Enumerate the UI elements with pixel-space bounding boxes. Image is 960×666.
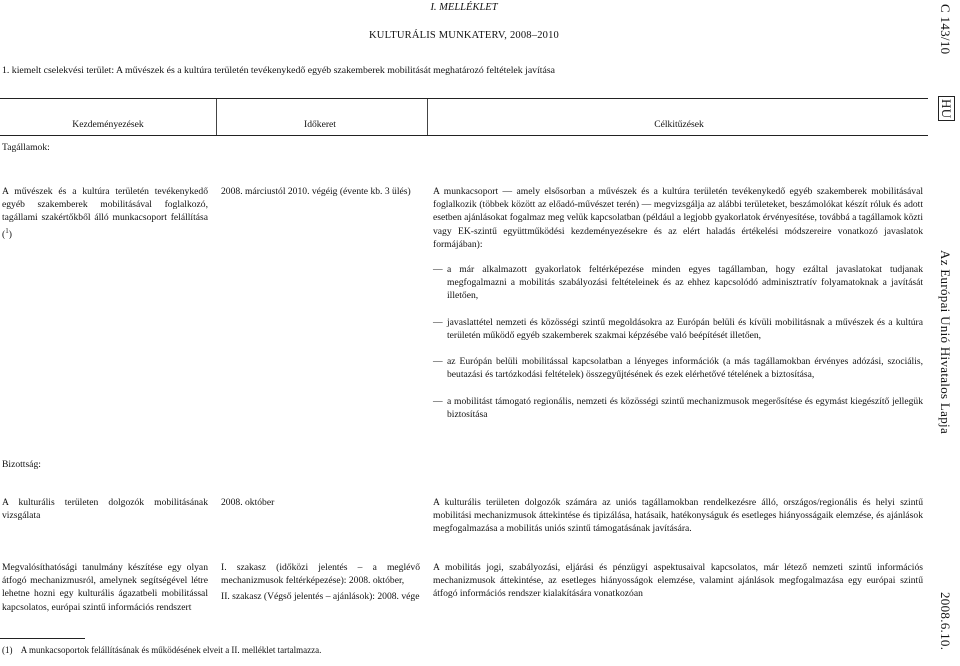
language-code: HU (938, 96, 955, 121)
row2-timing: 2008. október (221, 497, 275, 508)
row3-objective: A mobilitás jogi, szabályozási, eljárási és pénzügyi aspektusaival kapcsolatos, már létező nemzeti szintű információs mechanizmusok áttekintése, az esetleges hiányosságok elemzése, valamint ajánlások megfogalmazása egy európai szintű átfogó információs rendszer kialakítására vonatkozóan (433, 562, 923, 600)
column-header-objectives: Célkitűzések (654, 119, 704, 130)
bullet-dash: — (433, 317, 443, 328)
objective-bullet: — az Európán belüli mobilitással kapcsolatban a lényeges információk (a más tagállamokban érvényes adózási, szociális, beutazási és tartózkodási feltételek) összegyűjtésének és ezek elérhetővé tételének a biztosítása, (433, 356, 923, 381)
section-member-states: Tagállamok: (2, 142, 50, 153)
journal-name: Az Európai Unió Hivatalos Lapja (938, 250, 954, 435)
row3-timing-phase2: II. szakasz (Végső jelentés – ajánlások): 2008. vége (221, 591, 420, 602)
column-divider-1 (216, 99, 217, 135)
row2-initiative: A kulturális területen dolgozók mobilitásának vizsgálata (2, 497, 208, 522)
annex-label: I. MELLÉKLET (430, 2, 498, 13)
column-divider-2 (427, 99, 428, 135)
column-header-timing: Időkeret (304, 119, 336, 130)
row1-objective-intro: A munkacsoport — amely elsősorban a művészek és a kultúra területén tevékenykedő egyéb szakemberek mobilitásával foglalkozik (többek között az előadó-művészet terén) — megvizsgálja az alábbi területeket, beszámolókat készít róluk és adott esetben ajánlásokat fogalmaz meg velük kapcsolatban (például a legjobb gyakorlatok érvényesítése, továbbá a tagállamok közti vagy EK-szintű együttműködési kezdeményezésekre és az elért haladás értékelési módszereire vonatkozó javaslatok formájában): (433, 186, 923, 250)
row3-timing-phase1: I. szakasz (időközi jelentés – a meglévő mechanizmusok feltérképezése): 2008. október, (221, 562, 420, 587)
footnote-text: A munkacsoportok felállításának és működésének elveit a II. melléklet tartalmazza. (20, 645, 322, 655)
row1-initiative: A művészek és a kultúra területén tevékenykedő egyéb szakemberek mobilitásával foglalkozó, tagállami szakértőkből álló munkacsoport felállítása ($^1$) (2, 186, 208, 240)
header-rule-top (0, 98, 928, 99)
footnote-mark: (1) (2, 645, 13, 655)
objective-bullet: — a mobilitást támogató regionális, nemzeti és közösségi szintű mechanizmusok megerősítése és egymást kiegészítő jellegük biztosítása (433, 396, 923, 421)
footnote-ref: 1 (5, 226, 9, 235)
bullet-dash: — (433, 396, 443, 407)
header-rule-bottom (0, 135, 928, 136)
row3-initiative: Megvalósíthatósági tanulmány készítése egy olyan átfogó mechanizmusról, amelynek segítségével létre lehetne hozni egy kulturális ágazatbeli mobilitással kapcsolatos, európai szintű információs rendszert (2, 562, 208, 613)
row2-objective: A kulturális területen dolgozók számára az uniós tagállamokban rendelkezésre álló, országos/regionális és helyi szintű mobilitási mechanizmusok áttekintése és tipizálása, hatásaik, hatékonyságuk és esetleges hiányosságaik elemzése, és ajánlások megfogalmazása a mobilitás uniós szintű támogatásának javítására. (433, 497, 923, 535)
doc-reference: C 143/10 (938, 4, 954, 55)
bullet-dash: — (433, 264, 443, 275)
publication-date: 2008.6.10. (938, 592, 954, 651)
row1-timing: 2008. márciustól 2010. végéig (évente kb. 3 ülés) (221, 186, 411, 197)
priority-area-heading: 1. kiemelt cselekvési terület: A művészek és a kultúra területén tevékenykedő egyéb szakemberek mobilitását meghatározó feltételek javítása (2, 65, 556, 76)
footnote-rule (0, 638, 85, 639)
page-title: KULTURÁLIS MUNKATERV, 2008–2010 (369, 30, 559, 41)
column-header-initiatives: Kezdeményezések (72, 119, 144, 130)
section-committee: Bizottság: (2, 459, 41, 470)
objective-bullet: — a már alkalmazott gyakorlatok feltérképezése minden egyes tagállamban, hogy ezáltal javaslatokat tudjanak megfogalmazni a mobilitás szabályozási feltételeinek és az ehhez kapcsolódó adminisztratív folyamatoknak a javítását illetően, (433, 264, 923, 302)
objective-bullet: — javaslattétel nemzeti és közösségi szintű megoldásokra az Európán belüli és kívüli mobilitásnak a művészek és a kultúra területén működő egyéb szakemberek szakmai képzésébe való beépítését illetően, (433, 317, 923, 342)
bullet-dash: — (433, 356, 443, 367)
footnote (2, 644, 702, 657)
